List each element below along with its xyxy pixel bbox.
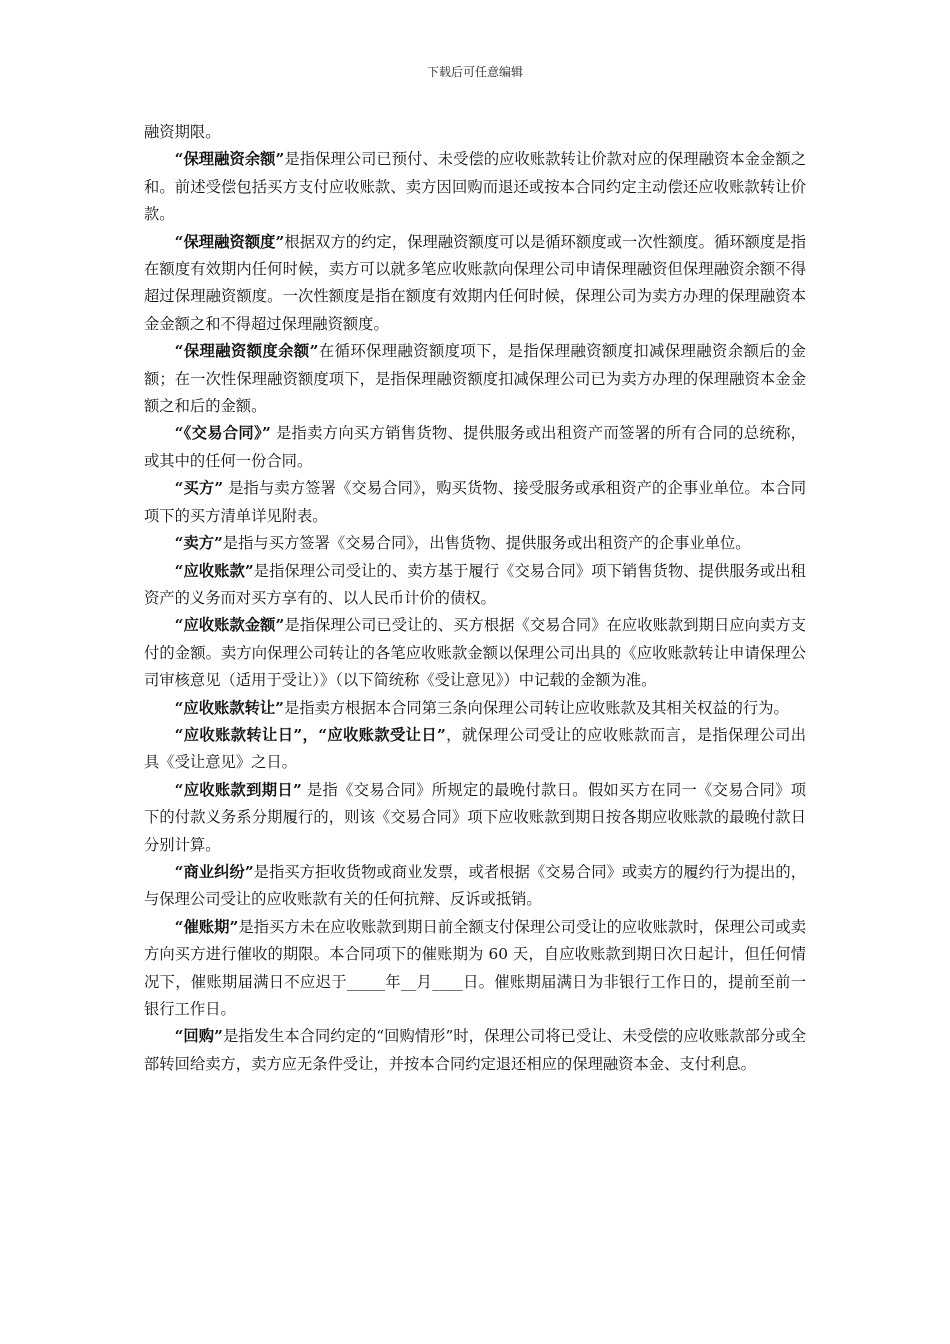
definition-term: “应收账款转让日”，“应收账款受让日” [174,725,446,744]
definition-text: 是指发生本合同约定的“回购情形”时，保理公司将已受让、未受偿的应收账款部分或全部转回给卖方，卖方应无条件受让，并按本合同约定退还相应的保理融资本金、支付利息。 [144,1027,806,1073]
definition-text: 是指与买方签署《交易合同》，出售货物、提供服务或出租资产的企事业单位。 [222,534,751,553]
definition-seller [144,530,806,557]
definition-due-date [144,777,806,859]
definition-repurchase [144,1023,806,1078]
definition-factoring-limit-balance [144,338,806,420]
definition-term: “应收账款转让” [174,698,284,717]
definition-term: “保理融资额度余额” [174,342,319,361]
definition-text: 是指买方未在应收账款到期日前全额支付保理公司受让的应收账款时，保理公司或卖方向买方进行催收的期限。本合同项下的催账期为 60 天，自应收账款到期日次日起计，但任何情况下，催账期届满日不应迟于_____年__月____日。催账期届满日为非银行工作日的，提前至前一银行工作日。 [144,917,806,1018]
definition-transfer-date [144,722,806,777]
document-body [144,119,806,1078]
definition-text: 是指保理公司受让的、卖方基于履行《交易合同》项下销售货物、提供服务或出租资产的义务而对买方享有的、以人民币计价的债权。 [144,561,806,607]
definition-text: 是指买方拒收货物或商业发票，或者根据《交易合同》或卖方的履约行为提出的，与保理公司受让的应收账款有关的任何抗辩、反诉或抵销。 [144,862,806,909]
definition-term: “回购” [174,1027,223,1046]
definition-factoring-limit [144,229,806,339]
definition-text: 根据双方的约定，保理融资额度可以是循环额度或一次性额度。循环额度是指在额度有效期内任何时候，卖方可以就多笔应收账款向保理公司申请保理融资但保理融资余额不得超过保理融资额度。一次性额度是指在额度有效期内任何时候，保理公司为卖方办理的保理融资本金金额之和不得超过保理融资额度。 [144,232,806,333]
definition-text: 是指卖方向买方销售货物、提供服务或出租资产而签署的所有合同的总统称，或其中的任何一份合同。 [144,424,806,470]
definition-receivables [144,558,806,613]
definition-text: 是指保理公司已受让的、买方根据《交易合同》在应收账款到期日应向卖方支付的金额。卖方向保理公司转让的各笔应收账款金额以保理公司出具的《应收账款转让申请保理公司审核意见（适用于受让）》（以下简统称《受让意见》）中记载的金额为准。 [144,616,806,690]
definition-receivables-amount [144,612,806,694]
definition-buyer [144,475,806,530]
definition-term: “应收账款到期日” [174,780,302,799]
definition-commercial-dispute [144,859,806,914]
definition-trade-contract [144,420,806,475]
definition-term: “买方” [174,479,224,498]
definition-collection-period [144,914,806,1024]
definition-term: “卖方” [174,534,223,553]
definition-text: 是指与卖方签署《交易合同》，购买货物、接受服务或承租资产的企事业单位。本合同项下的买方清单详见附表。 [144,479,806,525]
definition-text: 是指《交易合同》所规定的最晚付款日。假如买方在同一《交易合同》项下的付款义务系分期履行的，则该《交易合同》项下应收账款到期日按各期应收账款的最晚付款日分别计算。 [144,780,806,854]
definition-text: 是指保理公司已预付、未受偿的应收账款转让价款对应的保理融资本金金额之和。前述受偿包括买方支付应收账款、卖方因回购而退还或按本合同约定主动偿还应收账款转让价款。 [144,150,806,224]
definition-factoring-balance [144,146,806,228]
definition-term: “催账期” [174,917,239,936]
definition-term: “保理融资额度” [174,232,285,251]
definition-term: “商业纠纷” [174,862,254,881]
definition-text: 是指卖方根据本合同第三条向保理公司转让应收账款及其相关权益的行为。 [283,698,789,717]
paragraph-continuation [144,119,806,146]
definition-term: “应收账款” [174,561,254,580]
definition-term: “《交易合同》” [174,424,271,443]
header-text: 下载后可任意编辑 [426,65,523,79]
definition-text: ，就保理公司受让的应收账款而言，是指保理公司出具《受让意见》之日。 [144,725,806,772]
definition-term: “保理融资余额” [174,150,285,169]
definition-term: “应收账款金额” [174,616,285,635]
definition-receivables-transfer [144,695,806,722]
definition-text: 在循环保理融资额度项下，是指保理融资额度扣减保理融资余额后的金额；在一次性保理融资额度项下，是指保理融资额度扣减保理公司已为卖方办理的保理融资本金金额之和后的金额。 [144,342,806,416]
page-header [0,64,950,80]
paragraph-text: 融资期限。 [144,123,221,141]
